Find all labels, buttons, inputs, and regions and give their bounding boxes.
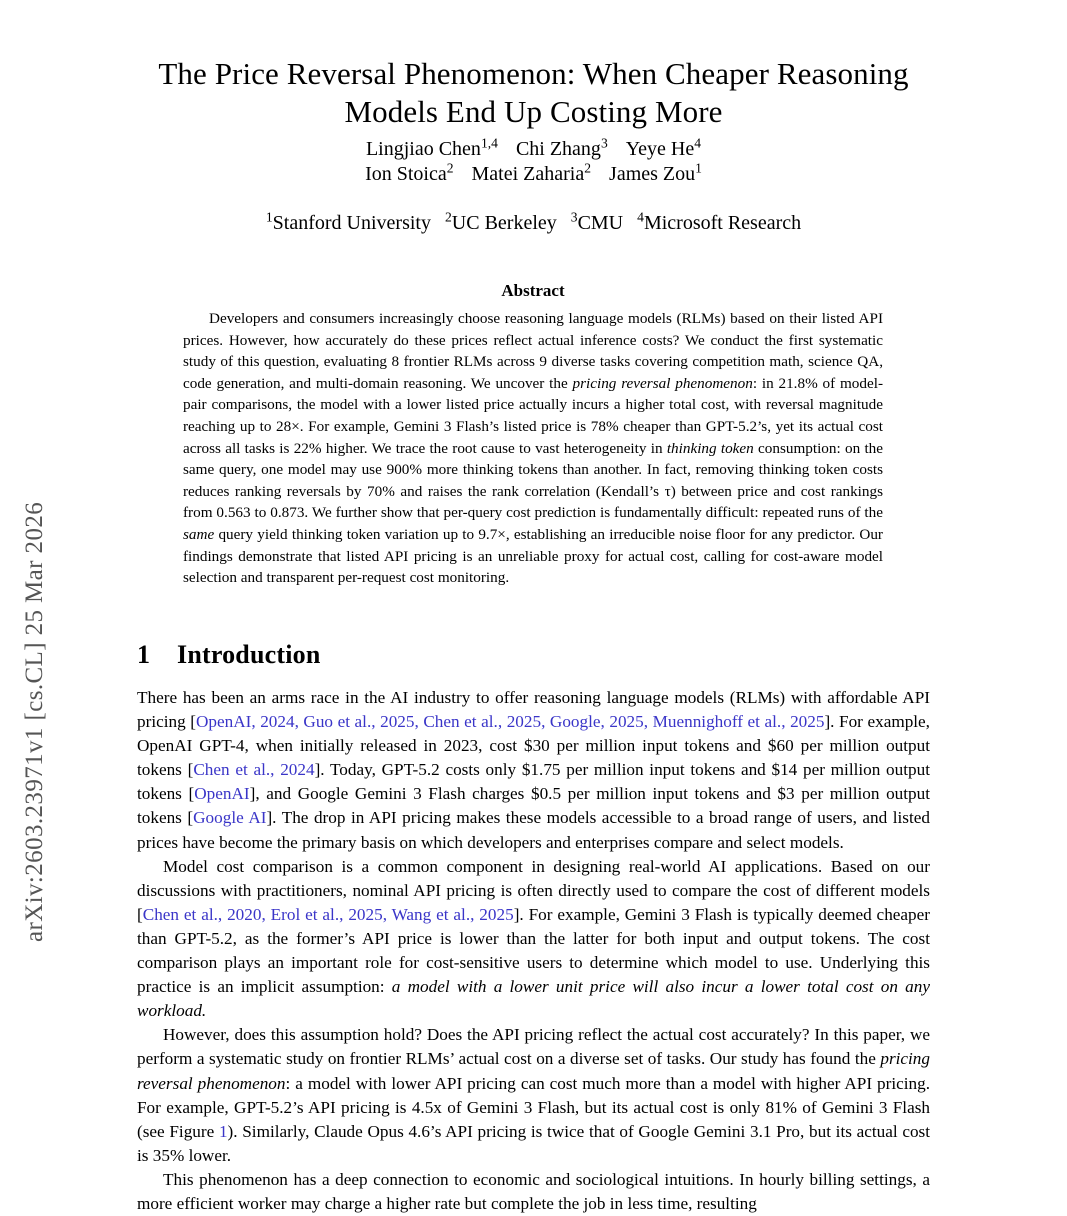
paragraph [137, 1023, 930, 1168]
citation-link[interactable]: Chen et al., 2020, Erol et al., 2025, Wang et al., 2025 [142, 904, 514, 924]
text-run: There has been an arms race in the AI industry to offer reasoning language models (RLMs) with affordable API pricing [ [137, 688, 930, 732]
citation-link[interactable]: Google AI [193, 808, 267, 828]
title-line-1: The Price Reversal Phenomenon: When Cheaper Reasoning [158, 55, 909, 91]
citation-link[interactable]: 1 [218, 1121, 228, 1141]
citation-link[interactable]: OpenAI, 2024, Guo et al., 2025, Chen et al., 2025, Google, 2025, Muennighoff et al., 2025 [195, 712, 825, 732]
page-title [137, 55, 930, 131]
author-affiliation-marker: 1,4 [480, 135, 498, 151]
affiliation-marker: 2 [444, 209, 452, 225]
text-run: ]. The drop in API pricing makes these models accessible to a broad range of users, and listed prices have become the primary basis on which developers and enterprises compare and select models. [137, 808, 930, 852]
text-run: However, does this assumption hold? Does the API pricing reflect the actual cost accurately? In this paper, we perform a systematic study on frontier RLMs’ actual cost on a diverse set of tasks. Our study has found the [137, 1025, 930, 1069]
citation-link[interactable]: Chen et al., 2024 [193, 760, 315, 780]
paragraph [137, 1168, 930, 1216]
affiliation-item: $^3$CMU [570, 209, 624, 234]
section-title: Introduction [177, 640, 321, 669]
text-run: This phenomenon has a deep connection to economic and sociological intuitions. In hourly billing settings, a more efficient worker may charge a higher rate but complete the job in less time, resulting [137, 1169, 930, 1213]
affiliation-item: $^4$Microsoft Research [637, 209, 802, 234]
text-run: : a model with lower API pricing can cost much more than a model with higher API pricing. For example, GPT-5.2’s API pricing is 4.5x of Gemini 3 Flash, but its actual cost is only 81% of Gemini 3 Flash (see Figure [137, 1073, 930, 1141]
paragraph [137, 686, 930, 855]
abstract-heading: Abstract [501, 281, 565, 300]
affiliation-item: $^2$UC Berkeley [444, 209, 557, 234]
author-name: James Zou$^1$ [609, 160, 702, 185]
author-affiliation-marker: 4 [694, 135, 702, 151]
author-list [137, 137, 930, 187]
author-affiliation-marker: 2 [584, 160, 592, 176]
affiliation-marker: 4 [637, 209, 644, 225]
emphasis-text: a model with a lower unit price will also incur a lower total cost on any workload. [137, 977, 930, 1021]
text-run: ]. Today, GPT-5.2 costs only $1.75 per million input tokens and $14 per million output tokens [ [137, 760, 930, 804]
text-run: ). Similarly, Claude Opus 4.6’s API pricing is twice that of Google Gemini 3.1 Pro, but its actual cost is 35% lower. [137, 1121, 931, 1165]
author-affiliation-marker: 2 [446, 160, 454, 176]
paragraph [137, 855, 930, 1024]
author-affiliation-marker: 1 [695, 160, 702, 176]
author-name: Lingjiao Chen$^{1,4}$ [365, 135, 498, 160]
text-run: Developers and consumers increasingly choose reasoning language models (RLMs) based on their listed API prices. However, how accurately do these prices reflect actual inference costs? We conduct the first systematic study of this question, evaluating 8 frontier RLMs across 9 diverse tasks covering competition math, science QA, code generation, and multi-domain reasoning. We uncover the [183, 310, 883, 392]
affiliation-item: $^1$Stanford University [265, 209, 431, 234]
emphasis-text: same [183, 525, 215, 543]
text-run: Model cost comparison is a common component in designing real-world AI applications. Based on our discussions with practitioners, nominal API pricing is often directly used to compare the cost of different models [ [137, 856, 930, 924]
text-run: ]. For example, OpenAI GPT-4, when initially released in 2023, cost $30 per million input tokens and $60 per million output tokens [ [137, 712, 930, 780]
text-run: ], and Google Gemini 3 Flash charges $0.5 per million input tokens and $3 per million output tokens [ [137, 784, 931, 828]
section-heading-introduction [137, 640, 321, 670]
text-run: consumption: on the same query, one model may use 900% more thinking tokens than another. In fact, removing thinking token costs reduces ranking reversals by 70% and raises the rank correlation (Kendall’s τ) between price and cost rankings from 0.563 to 0.873. We further show that per-query cost prediction is fundamentally difficult: repeated runs of the [183, 439, 883, 522]
author-line-2 [137, 162, 930, 187]
abstract-body [183, 308, 883, 589]
author-name: Yeye He$^4$ [625, 135, 702, 160]
affiliation-list [137, 211, 930, 236]
affiliation-marker: 1 [265, 209, 273, 225]
author-name: Ion Stoica$^2$ [365, 160, 454, 185]
emphasis-text: pricing reversal phenomenon [572, 374, 753, 392]
text-run: ]. For example, Gemini 3 Flash is typically deemed cheaper than GPT-5.2, as the former’s API price is lower than the latter for both input and output tokens. The cost comparison plays an important role for cost-sensitive users to determine which model to use. Underlying this practice is an implicit assumption: [137, 904, 930, 997]
author-name: Chi Zhang$^3$ [515, 135, 608, 160]
emphasis-text: thinking token [666, 439, 754, 457]
text-run: : in 21.8% of model-pair comparisons, the model with a lower listed price actually incurs a higher total cost, with reversal magnitude reaching up to 28×. For example, Gemini 3 Flash’s listed price is 78% cheaper than GPT-5.2’s, yet its actual cost across all tasks is 22% higher. We trace the root cause to vast heterogeneity in [183, 374, 884, 457]
arxiv-stamp-text: arXiv:2603.23971v1 [cs.CL] 25 Mar 2026 [21, 501, 48, 942]
affiliation-marker: 3 [570, 209, 578, 225]
citation-link[interactable]: OpenAI [194, 784, 250, 804]
section-number: 1 [137, 640, 151, 669]
author-line-1 [137, 137, 930, 162]
title-line-2: Models End Up Costing More [344, 93, 723, 129]
author-affiliation-marker: 3 [600, 135, 608, 151]
text-run: query yield thinking token variation up to 9.7×, establishing an irreducible noise floor for any predictor. Our findings demonstrate that listed API pricing is an unreliable proxy for actual cost, calling for cost-aware model selection and transparent per-request cost monitoring. [183, 525, 883, 587]
emphasis-text: pricing reversal phenomenon [137, 1049, 930, 1093]
section-body-introduction [137, 686, 930, 1216]
author-name: Matei Zaharia$^2$ [471, 160, 592, 185]
